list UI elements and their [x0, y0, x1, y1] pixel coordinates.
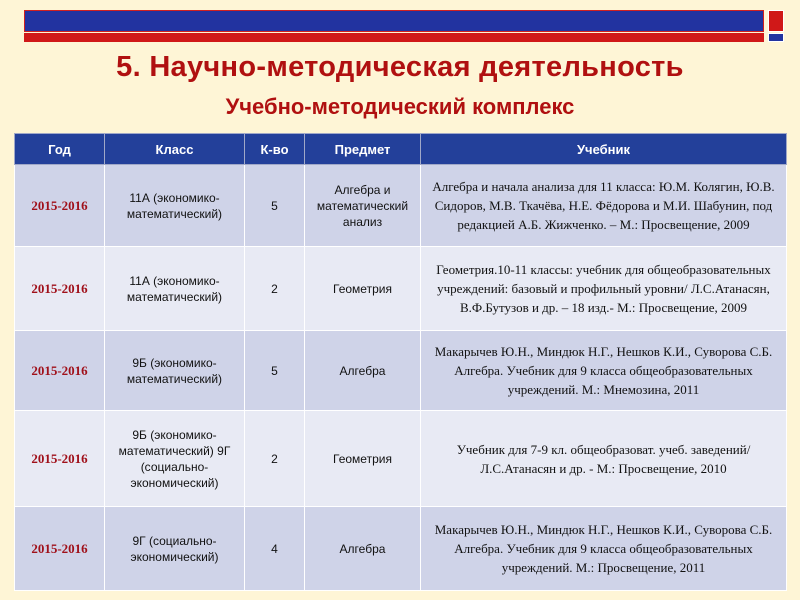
- cell-subject: Алгебра: [305, 507, 421, 591]
- decor-square-blue: [768, 33, 784, 42]
- cell-subject: Геометрия: [305, 411, 421, 507]
- table-row: [15, 165, 787, 247]
- cell-subject: Алгебра: [305, 331, 421, 411]
- column-header-count: К-во: [245, 134, 305, 165]
- cell-year: 2015-2016: [15, 507, 105, 591]
- cell-count: 5: [245, 331, 305, 411]
- cell-class: 9Б (экономико-математический): [105, 331, 245, 411]
- cell-count: 2: [245, 411, 305, 507]
- top-decor-band: [24, 10, 764, 32]
- cell-class: 11А (экономико-математический): [105, 247, 245, 331]
- cell-class: 9Б (экономико-математический) 9Г (социально-экономический): [105, 411, 245, 507]
- cell-textbook: Учебник для 7-9 кл. общеобразоват. учеб. заведений/ Л.С.Атанасян и др. - М.: Просвещение, 2010: [421, 411, 787, 507]
- column-header-subject: Предмет: [305, 134, 421, 165]
- cell-subject: Алгебра и математический анализ: [305, 165, 421, 247]
- cell-textbook: Макарычев Ю.Н., Миндюк Н.Г., Нешков К.И., Суворова С.Б. Алгебра. Учебник для 9 класса общеобразовательных учреждений. М.: Мнемозина, 2011: [421, 331, 787, 411]
- cell-year: 2015-2016: [15, 331, 105, 411]
- table-row: [15, 507, 787, 591]
- table-row: [15, 411, 787, 507]
- table-row: [15, 247, 787, 331]
- page-subtitle: Учебно-методический комплекс: [225, 94, 575, 119]
- cell-textbook: Макарычев Ю.Н., Миндюк Н.Г., Нешков К.И., Суворова С.Б. Алгебра. Учебник для 9 класса общеобразовательных учреждений. М.: Просвещение, 2011: [421, 507, 787, 591]
- textbook-table: [14, 133, 787, 591]
- cell-textbook: Алгебра и начала анализа для 11 класса: Ю.М. Колягин, Ю.В. Сидоров, М.В. Ткачёва, Н.Е. Фёдорова и М.И. Шабунин, под редакцией А.Б. Жижченко. – М.: Просвещение, 2009: [421, 165, 787, 247]
- cell-class: 11А (экономико-математический): [105, 165, 245, 247]
- page-title: 5. Научно-методическая деятельность: [116, 51, 684, 83]
- column-header-textbook: Учебник: [421, 134, 787, 165]
- cell-textbook: Геометрия.10-11 классы: учебник для общеобразовательных учреждений: базовый и профильный уровни/ Л.С.Атанасян, В.Ф.Бутузов и др. – 18 изд.- М.: Просвещение, 2009: [421, 247, 787, 331]
- decor-square-red: [768, 10, 784, 32]
- cell-class: 9Г (социально-экономический): [105, 507, 245, 591]
- cell-subject: Геометрия: [305, 247, 421, 331]
- cell-year: 2015-2016: [15, 411, 105, 507]
- column-header-year: Год: [15, 134, 105, 165]
- cell-count: 2: [245, 247, 305, 331]
- table-row: [15, 331, 787, 411]
- top-decor-stripe: [24, 33, 764, 42]
- column-header-class: Класс: [105, 134, 245, 165]
- cell-count: 5: [245, 165, 305, 247]
- cell-year: 2015-2016: [15, 165, 105, 247]
- table-header-row: [15, 134, 787, 165]
- cell-count: 4: [245, 507, 305, 591]
- cell-year: 2015-2016: [15, 247, 105, 331]
